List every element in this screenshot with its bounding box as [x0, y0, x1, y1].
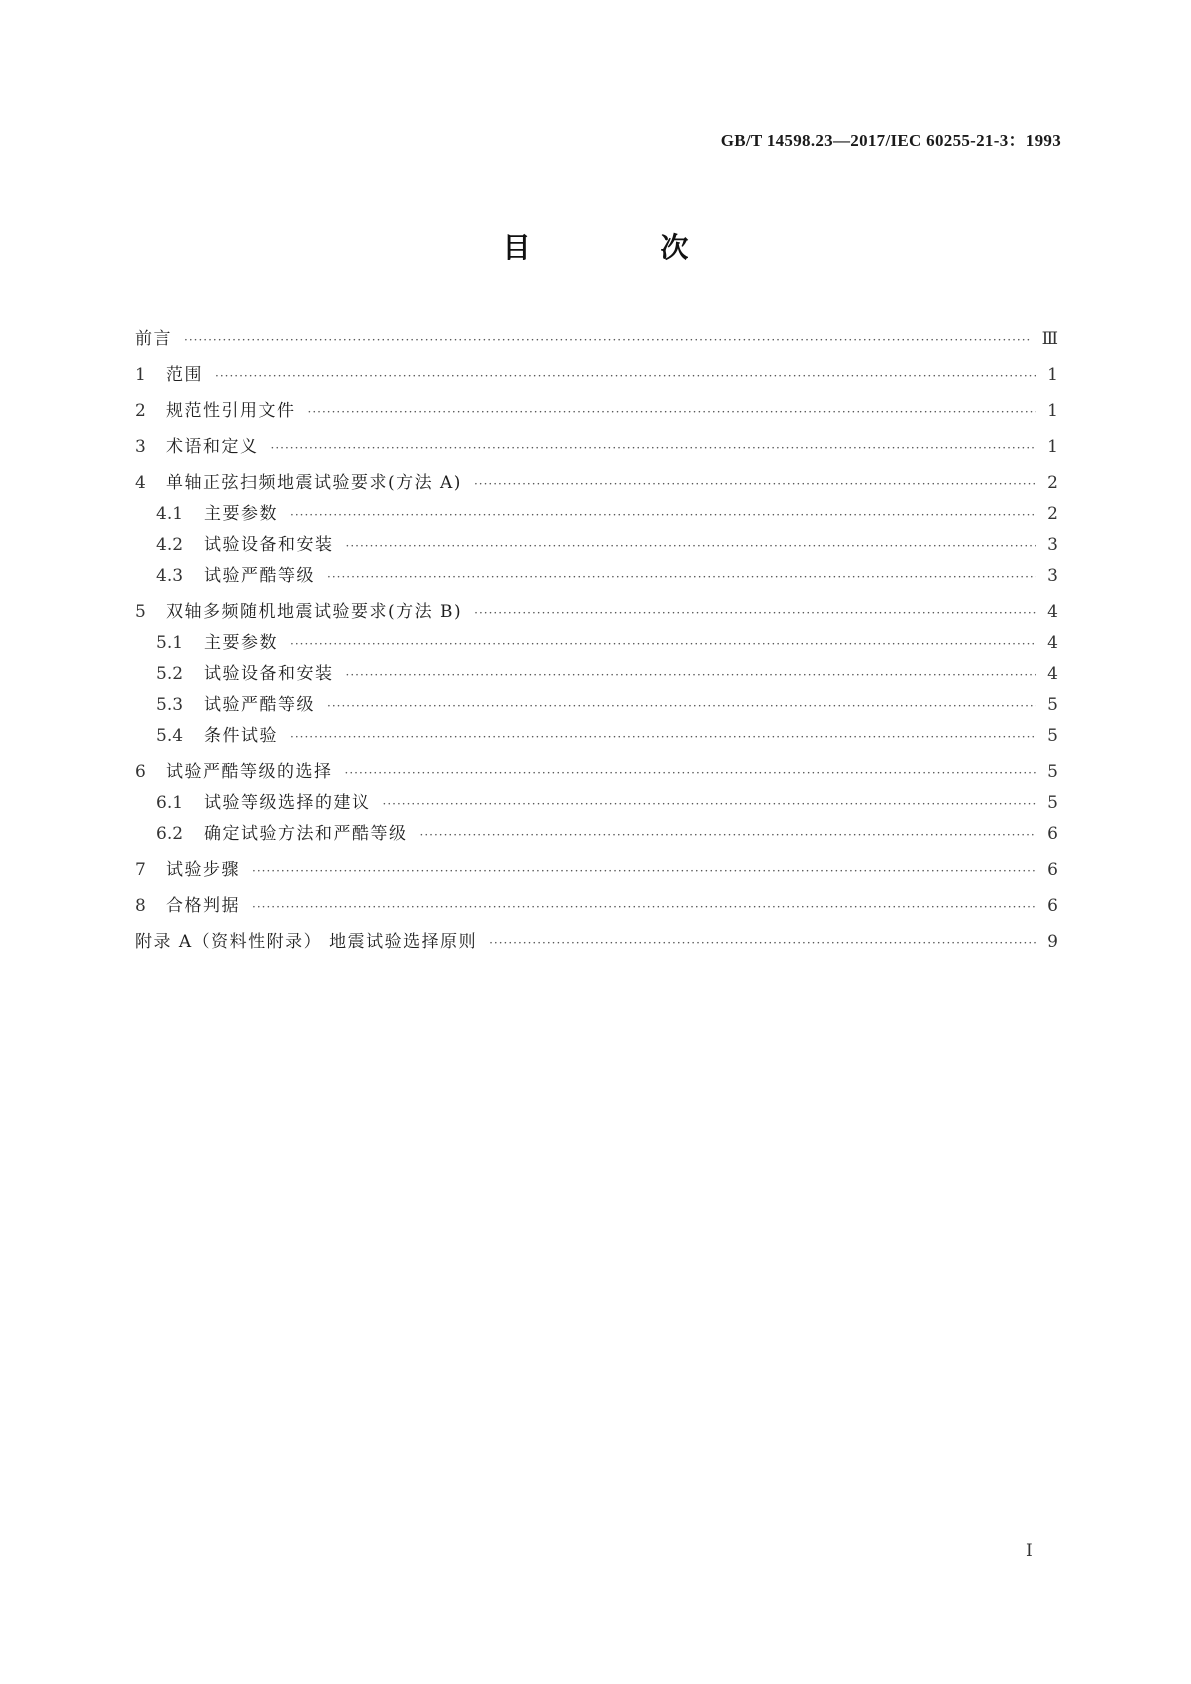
- toc-entry-number: 5: [135, 602, 146, 622]
- dot-leader: [420, 820, 1037, 851]
- dot-leader: [346, 531, 1037, 562]
- toc-entry-page: Ⅲ: [1041, 329, 1058, 349]
- toc-entry-label: 主要参数: [204, 633, 278, 653]
- toc-entry-label: 规范性引用文件: [166, 401, 296, 421]
- toc-entry-number: 6: [135, 762, 146, 782]
- toc-entry-5-3[interactable]: [135, 690, 1058, 721]
- toc-entry-label: 条件试验: [204, 726, 278, 746]
- toc-entry-page: 4: [1047, 664, 1058, 684]
- toc-entry-page: 1: [1047, 437, 1058, 457]
- toc-entry-label: 试验步骤: [166, 860, 240, 880]
- toc-entry-number: 5.3: [156, 695, 184, 715]
- toc-entry-number: 5.2: [156, 664, 184, 684]
- toc-entry-label: 主要参数: [204, 504, 278, 524]
- toc-entry-page: 4: [1047, 602, 1058, 622]
- toc-entry-label: 试验设备和安装: [204, 664, 334, 684]
- toc-entry-4-1[interactable]: [135, 499, 1058, 530]
- dot-leader: [290, 500, 1036, 531]
- table-of-contents: [135, 324, 1058, 958]
- dot-leader: [290, 722, 1036, 753]
- toc-entry-label: 双轴多频随机地震试验要求(方法 B): [166, 602, 463, 622]
- toc-entry-label: 术语和定义: [166, 437, 259, 457]
- toc-entry-number: 4.1: [156, 504, 184, 524]
- toc-entry-6[interactable]: [135, 757, 1058, 788]
- toc-entry-label: 前言: [135, 329, 172, 349]
- dot-leader: [474, 598, 1036, 629]
- toc-entry-label: 试验严酷等级的选择: [166, 762, 333, 782]
- toc-entry-page: 9: [1047, 932, 1058, 952]
- toc-entry-page: 5: [1047, 793, 1058, 813]
- toc-entry-page: 5: [1047, 726, 1058, 746]
- toc-title: 目 次: [502, 231, 749, 264]
- toc-entry-5-1[interactable]: [135, 628, 1058, 659]
- dot-leader: [290, 629, 1036, 660]
- toc-entry-number: 3: [135, 437, 146, 457]
- toc-entry-page: 1: [1047, 365, 1058, 385]
- toc-entry-page: 6: [1047, 824, 1058, 844]
- dot-leader: [345, 758, 1037, 789]
- toc-entry-page: 4: [1047, 633, 1058, 653]
- toc-entry-label: 试验设备和安装: [204, 535, 334, 555]
- toc-entry-6-1[interactable]: [135, 788, 1058, 819]
- page-number: I: [1026, 1541, 1033, 1561]
- toc-entry-number: 2: [135, 401, 146, 421]
- dot-leader: [252, 892, 1036, 923]
- toc-entry-4-3[interactable]: [135, 561, 1058, 592]
- toc-entry-number: 4.2: [156, 535, 184, 555]
- toc-entry-8[interactable]: [135, 891, 1058, 922]
- toc-entry-number: 8: [135, 896, 146, 916]
- toc-entry-page: 3: [1047, 566, 1058, 586]
- dot-leader: [327, 562, 1036, 593]
- dot-leader: [252, 856, 1036, 887]
- toc-entry-7[interactable]: [135, 855, 1058, 886]
- toc-entry-label: 试验严酷等级: [204, 695, 315, 715]
- toc-entry-number: 5.1: [156, 633, 184, 653]
- toc-entry-page: 3: [1047, 535, 1058, 555]
- toc-entry-page: 6: [1047, 896, 1058, 916]
- dot-leader: [474, 469, 1036, 500]
- dot-leader: [271, 433, 1037, 464]
- toc-entry-3[interactable]: [135, 432, 1058, 463]
- toc-entry-label: 试验等级选择的建议: [204, 793, 371, 813]
- toc-entry-1[interactable]: [135, 360, 1058, 391]
- standard-code: GB/T 14598.23—2017/IEC 60255-21-3：1993: [720, 131, 1061, 150]
- toc-entry-2[interactable]: [135, 396, 1058, 427]
- toc-entry-number: 7: [135, 860, 146, 880]
- toc-entry-label: 单轴正弦扫频地震试验要求(方法 A): [166, 473, 462, 493]
- toc-entry-label: 试验严酷等级: [204, 566, 315, 586]
- dot-leader: [308, 397, 1037, 428]
- toc-entry-number: 6.1: [156, 793, 184, 813]
- toc-entry-4[interactable]: [135, 468, 1058, 499]
- toc-entry-number: 4: [135, 473, 146, 493]
- toc-entry-foreword[interactable]: [135, 324, 1058, 355]
- toc-entry-number: 5.4: [156, 726, 184, 746]
- toc-entry-6-2[interactable]: [135, 819, 1058, 850]
- toc-entry-page: 2: [1047, 504, 1058, 524]
- toc-entry-page: 6: [1047, 860, 1058, 880]
- toc-entry-label: 附录 A（资料性附录） 地震试验选择原则: [135, 932, 478, 952]
- toc-entry-page: 2: [1047, 473, 1058, 493]
- toc-entry-number: 1: [135, 365, 146, 385]
- toc-entry-number: 4.3: [156, 566, 184, 586]
- toc-entry-5[interactable]: [135, 597, 1058, 628]
- dot-leader: [327, 691, 1036, 722]
- toc-entry-page: 5: [1047, 695, 1058, 715]
- toc-entry-4-2[interactable]: [135, 530, 1058, 561]
- toc-entry-number: 6.2: [156, 824, 184, 844]
- dot-leader: [383, 789, 1037, 820]
- toc-entry-label: 确定试验方法和严酷等级: [204, 824, 408, 844]
- toc-entry-label: 范围: [166, 365, 203, 385]
- dot-leader: [346, 660, 1037, 691]
- dot-leader: [184, 325, 1032, 356]
- toc-entry-page: 5: [1047, 762, 1058, 782]
- dot-leader: [489, 928, 1036, 959]
- dot-leader: [215, 361, 1036, 392]
- toc-entry-5-4[interactable]: [135, 721, 1058, 752]
- toc-entry-5-2[interactable]: [135, 659, 1058, 690]
- toc-entry-page: 1: [1047, 401, 1058, 421]
- toc-entry-annex-a[interactable]: [135, 927, 1058, 958]
- toc-entry-label: 合格判据: [166, 896, 240, 916]
